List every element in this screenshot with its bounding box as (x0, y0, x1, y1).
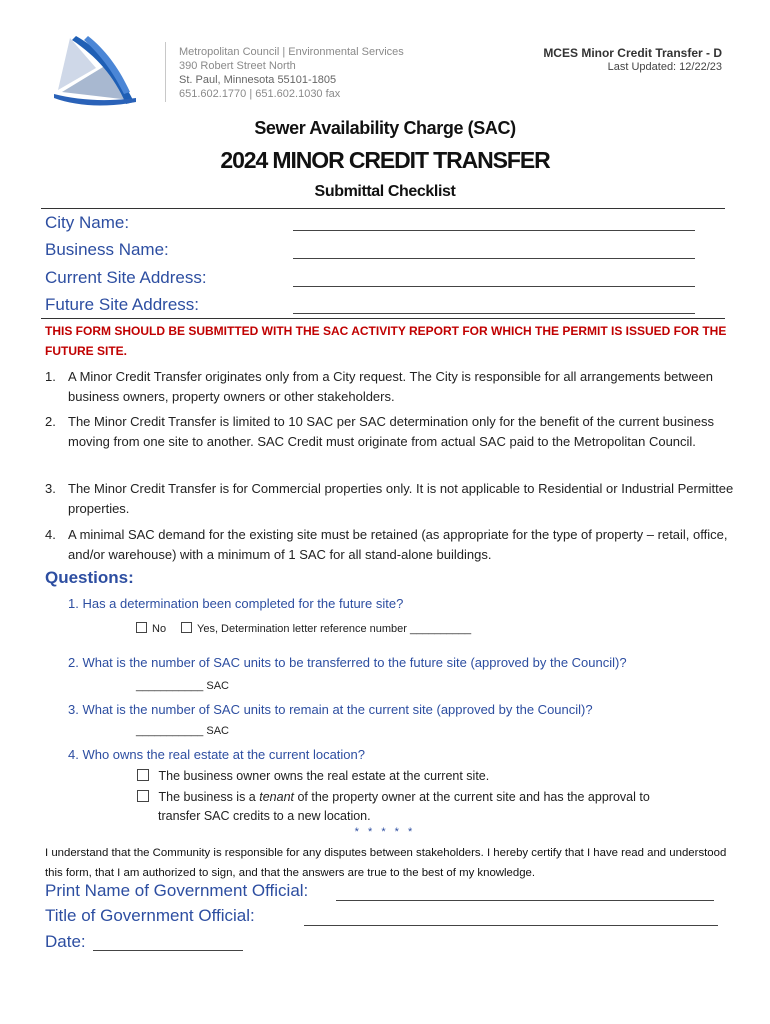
rule-item (45, 525, 735, 565)
q1-yes-label: Yes, Determination letter reference number __________ (197, 623, 472, 635)
question-1: 1. Has a determination been completed for the future site? (68, 596, 404, 611)
question-4: 4. Who owns the real estate at the current location? (68, 747, 366, 762)
rule-number: 1. (45, 369, 56, 384)
rule-text: The Minor Credit Transfer is for Commercial properties only. It is not applicable to Residential or Industrial Permittee properties. (68, 481, 734, 516)
date-label: Date: (45, 932, 86, 951)
date-input-line[interactable] (93, 950, 243, 951)
q4-option-owner[interactable] (137, 766, 489, 786)
q1-no-label: No (152, 623, 167, 635)
current-site-input-line[interactable] (293, 286, 695, 287)
questions-heading: Questions: (45, 568, 134, 587)
title-official-label: Title of Government Official: (45, 906, 255, 925)
city-address: St. Paul, Minnesota 55101-1805 (179, 74, 337, 86)
rule-text: The Minor Credit Transfer is limited to 10 SAC per SAC determination only for the benefit of the current business moving from one site to another. SAC Credit must originate from actual SAC paid to the Metropolitan Council. (68, 414, 714, 449)
q1-option-yes[interactable] (181, 622, 471, 635)
rule-number: 4. (45, 527, 56, 542)
checkbox-icon[interactable] (137, 790, 149, 802)
q4-tenant-label-line2: transfer SAC credits to a new location. (158, 809, 371, 823)
rule-text: A minimal SAC demand for the existing site must be retained (as appropriate for the type of property – retail, office, and/or warehouse) with a minimum of 1 SAC for all stand-alone buildings. (68, 527, 728, 562)
form-identifier (543, 46, 722, 74)
business-name-label: Business Name: (45, 240, 169, 259)
organization-address (179, 45, 404, 101)
street-address: 390 Robert Street North (179, 60, 296, 72)
checkbox-icon[interactable] (137, 769, 149, 781)
phone-numbers: 651.602.1770 | 651.602.1030 fax (179, 88, 341, 100)
last-updated: Last Updated: 12/22/23 (607, 61, 722, 73)
print-name-label: Print Name of Government Official: (45, 881, 309, 900)
q3-sac-answer[interactable]: ___________ SAC (136, 725, 229, 737)
title-checklist: Submittal Checklist (314, 183, 456, 200)
q4-tenant-label-pre: The business is a (158, 790, 260, 804)
q4-tenant-emphasis: tenant (259, 790, 294, 804)
rule-item (45, 479, 735, 519)
q4-tenant-label-post: of the property owner at the current site and has the approval to (294, 790, 650, 804)
q4-owner-label: The business owner owns the real estate at the current site. (158, 769, 490, 783)
city-name-label: City Name: (45, 213, 130, 232)
fields-rule (41, 318, 725, 319)
checkbox-icon[interactable] (136, 622, 147, 633)
submission-warning: THIS FORM SHOULD BE SUBMITTED WITH THE SAC ACTIVITY REPORT FOR WHICH THE PERMIT IS ISSUED FOR THE FUTURE SITE. (45, 324, 727, 358)
top-rule (41, 208, 725, 209)
certification-statement: I understand that the Community is responsible for any disputes between stakeholders. I hereby certify that I have read and understood this form, that I am authorized to sign, and that the answers are true to the best of my knowledge. (45, 847, 727, 879)
header-divider (165, 42, 166, 102)
current-site-label: Current Site Address: (45, 268, 207, 287)
title-sac: Sewer Availability Charge (SAC) (254, 118, 516, 138)
question-3: 3. What is the number of SAC units to remain at the current site (approved by the Council)? (68, 702, 593, 717)
rule-number: 2. (45, 414, 56, 429)
business-name-input-line[interactable] (293, 258, 695, 259)
q2-sac-answer[interactable]: ___________ SAC (136, 680, 229, 692)
future-site-label: Future Site Address: (45, 295, 200, 314)
print-name-input-line[interactable] (336, 900, 714, 901)
rule-item (45, 367, 735, 407)
rule-item (45, 412, 735, 452)
metropolitan-council-logo (48, 30, 140, 110)
city-name-input-line[interactable] (293, 230, 695, 231)
title-main: 2024 MINOR CREDIT TRANSFER (220, 147, 550, 173)
form-id: MCES Minor Credit Transfer - D (543, 46, 722, 60)
checkbox-icon[interactable] (181, 622, 192, 633)
rule-number: 3. (45, 481, 56, 496)
q4-option-tenant[interactable] (137, 787, 650, 807)
q1-option-no[interactable] (136, 622, 166, 635)
future-site-input-line[interactable] (293, 313, 695, 314)
question-2: 2. What is the number of SAC units to be transferred to the future site (approved by the Council)? (68, 655, 627, 670)
title-official-input-line[interactable] (304, 925, 718, 926)
section-separator: * * * * * (354, 826, 416, 838)
rule-text: A Minor Credit Transfer originates only from a City request. The City is responsible for all arrangements between business owners, property owners or other stakeholders. (68, 369, 713, 404)
org-name: Metropolitan Council | Environmental Services (179, 46, 404, 58)
